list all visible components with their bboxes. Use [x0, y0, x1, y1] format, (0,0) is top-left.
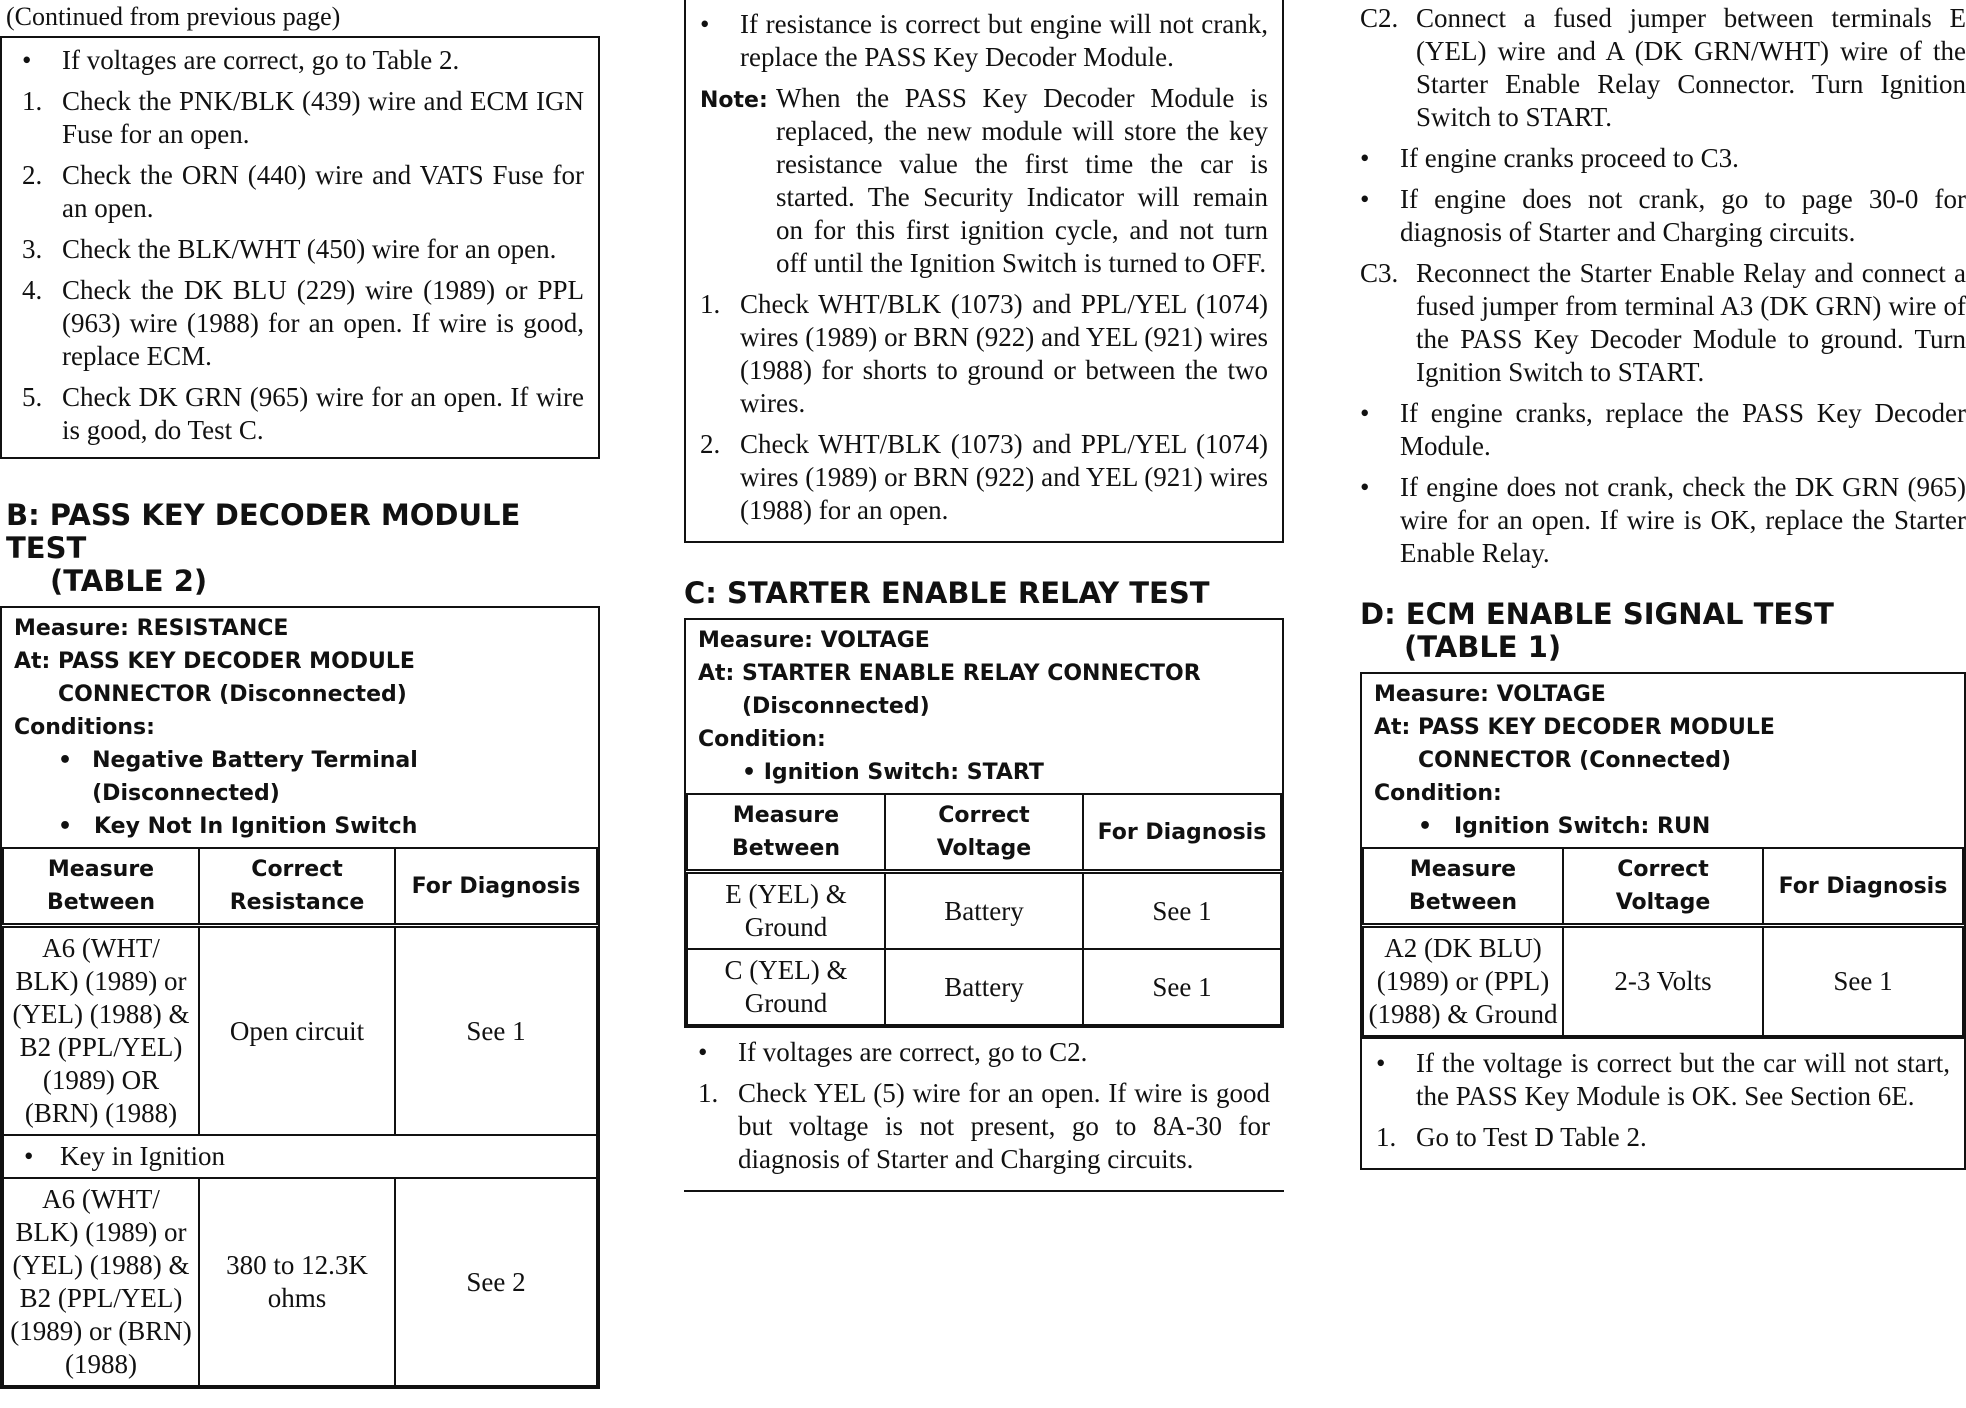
- list-item: 1. Go to Test D Table 2.: [1376, 1122, 1647, 1152]
- continued-list-box: [0, 36, 600, 459]
- table-header: For Diagnosis: [1083, 794, 1281, 872]
- list-item: • If the voltage is correct but the car will not start, the PASS Key Module is OK. See Section 6E.: [1376, 1048, 1950, 1111]
- list-item: • If engine does not crank, go to page 30-0 for diagnosis of Starter and Charging circuits.: [1360, 184, 1966, 247]
- list-item: • If engine does not crank, check the DK GRN (965) wire for an open. If wire is OK, replace the Starter Enable Relay.: [1360, 472, 1966, 568]
- section-d-conditions: Measure: VOLTAGE At: PASS KEY DECODER MODULE CONNECTOR (Connected) Condition: • Ignition Switch: RUN: [1374, 682, 1775, 839]
- continued-list: [22, 44, 584, 447]
- list-item: C3. Reconnect the Starter Enable Relay and connect a fused jumper from terminal A3 (DK GRN) wire of the PASS Key Decoder Module to ground. Turn Ignition Switch to START.: [1360, 258, 1966, 387]
- section-c-conditions: Measure: VOLTAGE At: STARTER ENABLE RELAY CONNECTOR (Disconnected) Condition: • Ignition Switch: START: [698, 628, 1201, 785]
- section-b-table: [2, 847, 598, 1387]
- section-b-title: B: PASS KEY DECODER MODULE TEST (TABLE 2): [6, 498, 521, 598]
- table-header: Measure Between: [1363, 848, 1563, 926]
- list-item: C2. Connect a fused jumper between terminals E (YEL) wire and A (DK GRN/WHT) wire of the Starter Enable Relay Connector. Turn Ignition Switch to START.: [1360, 3, 1966, 132]
- table-row: A2 (DK BLU) (1989) or (PPL) (1988) & Ground 2-3 Volts See 1: [1363, 926, 1963, 1037]
- section-c-table: [686, 793, 1282, 1026]
- list-item: 1. Check WHT/BLK (1073) and PPL/YEL (1074) wires (1989) or BRN (922) and YEL (921) wires (1988) for shorts to ground or between the two wires.: [700, 289, 1268, 418]
- list-item: • If engine cranks, replace the PASS Key Decoder Module.: [1360, 398, 1966, 461]
- column-2: [684, 0, 1284, 1192]
- table-row: C (YEL) & Ground Battery See 1: [687, 949, 1281, 1025]
- section-d-table: [1362, 847, 1964, 1037]
- list-item: • If engine cranks proceed to C3.: [1360, 143, 1739, 173]
- table-header: Correct Voltage: [1563, 848, 1763, 926]
- table-header: Correct Resistance: [199, 848, 395, 926]
- starter-steps: [1360, 0, 1966, 570]
- list-item: 3. Check the BLK/WHT (450) wire for an open.: [22, 234, 557, 264]
- list-item: 5. Check DK GRN (965) wire for an open. If wire is good, do Test C.: [22, 382, 584, 445]
- section-d-after: [1360, 1039, 1966, 1170]
- section-b-conditions: Measure: RESISTANCE At: PASS KEY DECODER MODULE CONNECTOR (Disconnected) Conditions: • Negative Battery Terminal (Disconnected) • Key Not In Ignition Switch: [14, 616, 418, 839]
- column-3: [1360, 0, 1966, 1170]
- list-item: • If voltages are correct, go to Table 2.: [22, 45, 460, 75]
- section-c-title: C: STARTER ENABLE RELAY TEST: [684, 576, 1210, 610]
- section-b-box: [0, 606, 600, 1389]
- list-item: • If resistance is correct but engine will not crank, replace the PASS Key Decoder Module.: [700, 9, 1268, 72]
- list-item: 1. Check YEL (5) wire for an open. If wire is good but voltage is not present, go to 8A-30 for diagnosis of Starter and Charging circuits.: [698, 1078, 1270, 1174]
- pass-key-notes-box: [684, 0, 1284, 543]
- table-header: Correct Voltage: [885, 794, 1083, 872]
- table-header: For Diagnosis: [395, 848, 597, 926]
- section-c-box: [684, 618, 1284, 1028]
- list-item: 2. Check WHT/BLK (1073) and PPL/YEL (1074) wires (1989) or BRN (922) and YEL (921) wires (1988) for an open.: [700, 429, 1268, 525]
- section-d-title: D: ECM ENABLE SIGNAL TEST (TABLE 1): [1360, 597, 1834, 664]
- table-row: A6 (WHT/ BLK) (1989) or (YEL) (1988) & B2 (PPL/YEL) (1989) or (BRN) (1988) 380 to 12.3K ohms See 2: [3, 1178, 597, 1386]
- table-row: A6 (WHT/ BLK) (1989) or (YEL) (1988) & B2 (PPL/YEL) (1989) OR (BRN) (1988) Open circuit See 1: [3, 926, 597, 1136]
- column-1: [0, 0, 600, 1389]
- list-item: 4. Check the DK BLU (229) wire (1989) or PPL (963) wire (1988) for an open. If wire is good, replace ECM.: [22, 275, 584, 371]
- section-c-after: [684, 1028, 1284, 1192]
- list-item: 2. Check the ORN (440) wire and VATS Fuse for an open.: [22, 160, 584, 223]
- table-row: E (YEL) & Ground Battery See 1: [687, 872, 1281, 950]
- table-header: For Diagnosis: [1763, 848, 1963, 926]
- note: Note: When the PASS Key Decoder Module is replaced, the new module will store the key resistance value the first time the car is started. The Security Indicator will remain on for this first ignition cycle, and not turn off until the Ignition Switch is turned to OFF.: [700, 83, 1268, 278]
- list-item: • If voltages are correct, go to C2.: [698, 1037, 1088, 1067]
- continued-label: (Continued from previous page): [6, 2, 341, 31]
- table-header: Measure Between: [3, 848, 199, 926]
- list-item: 1. Check the PNK/BLK (439) wire and ECM IGN Fuse for an open.: [22, 86, 584, 149]
- table-header: Measure Between: [687, 794, 885, 872]
- table-row: • Key in Ignition: [3, 1135, 597, 1178]
- section-d-box: [1360, 672, 1966, 1039]
